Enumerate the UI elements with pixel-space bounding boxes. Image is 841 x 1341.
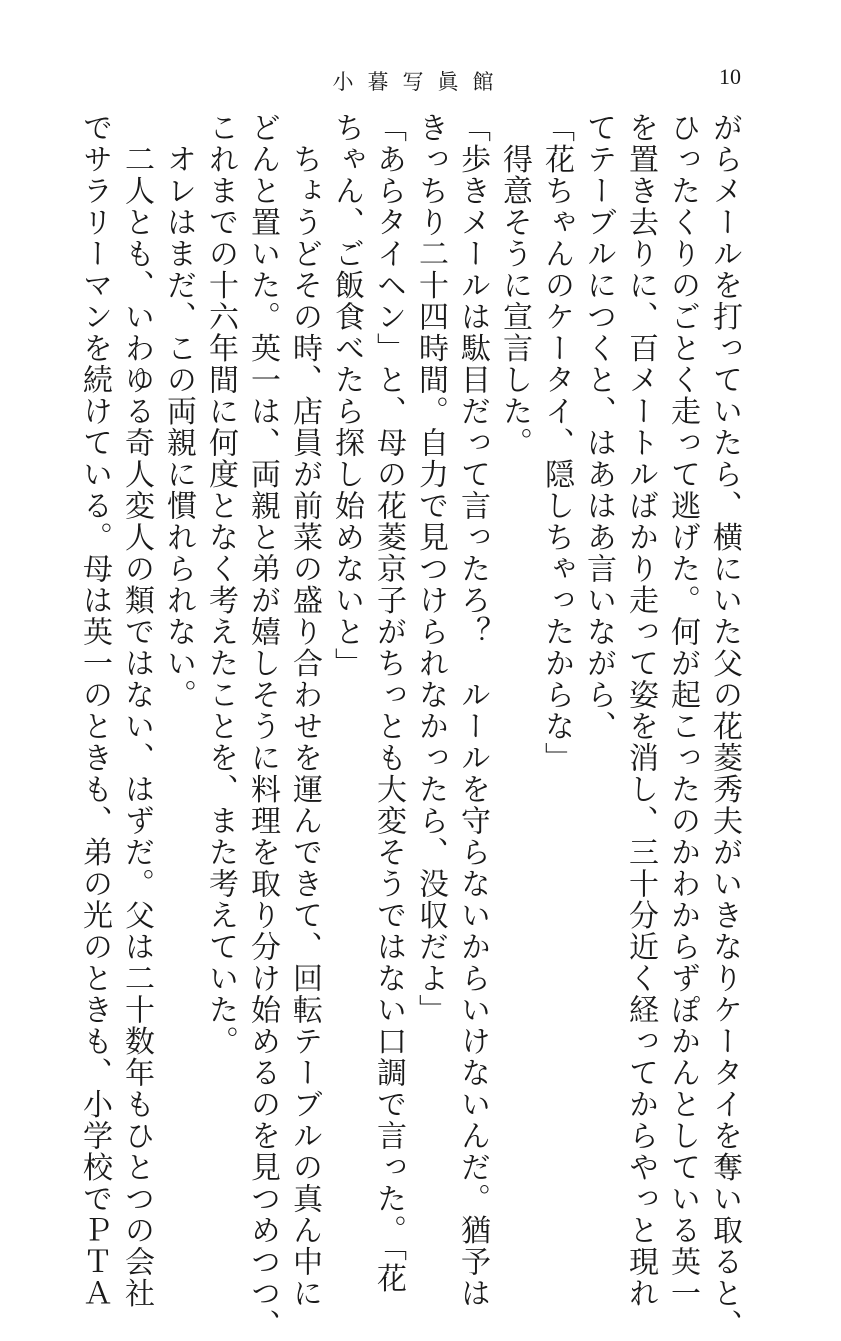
text-line: 「花ちゃんのケータイ、隠しちゃったからな」 xyxy=(539,112,574,774)
text-line: オレはまだ、この両親に慣れられない。 xyxy=(161,112,196,711)
text-line: 「歩きメールは駄目だって言ったろ？ ルールを守らないからいけないんだ。猶予は xyxy=(455,112,490,1309)
text-line: 二人とも、いわゆる奇人変人の類ではない、はずだ。父は二十数年もひとつの会社 xyxy=(119,112,154,1309)
text-line: ひったくりのごとく走って逃げた。何が起こったのかわからずぽかんとしている英一 xyxy=(665,112,700,1309)
text-line: ちゃん、ご飯食べたら探し始めないと」 xyxy=(329,112,364,679)
text-line: これまでの十六年間に何度となく考えたことを、また考えていた。 xyxy=(203,112,238,1057)
text-line: てテーブルにつくと、はあはあ言いながら、 xyxy=(581,112,616,742)
page-number: 10 xyxy=(719,64,741,89)
text-line: きっちり二十四時間。自力で見つけられなかったら、没収だよ」 xyxy=(413,112,448,1026)
text-line: ちょうどその時、店員が前菜の盛り合わせを運んできて、回転テーブルの真ん中に xyxy=(287,112,322,1309)
running-head-title: 小暮写眞館 xyxy=(332,70,508,94)
text-line: どんと置いた。英一は、両親と弟が嬉しそうに料理を取り分け始めるのを見つめつつ、 xyxy=(245,112,280,1341)
text-line: 「あらタイヘン」と、母の花菱京子がちっとも大変そうではない口調で言った。「花 xyxy=(371,112,406,1294)
text-line: がらメールを打っていたら、横にいた父の花菱秀夫がいきなりケータイを奪い取ると、 xyxy=(707,112,742,1341)
text-line: でサラリーマンを続けている。母は英一のときも、弟の光のときも、小学校でＰＴＡ xyxy=(77,112,112,1309)
body-text xyxy=(73,112,745,1341)
text-line: 得意そうに宣言した。 xyxy=(497,112,532,459)
text-line: を置き去りに、百メートルばかり走って姿を消し、三十分近く経ってからやっと現れ xyxy=(623,112,658,1309)
